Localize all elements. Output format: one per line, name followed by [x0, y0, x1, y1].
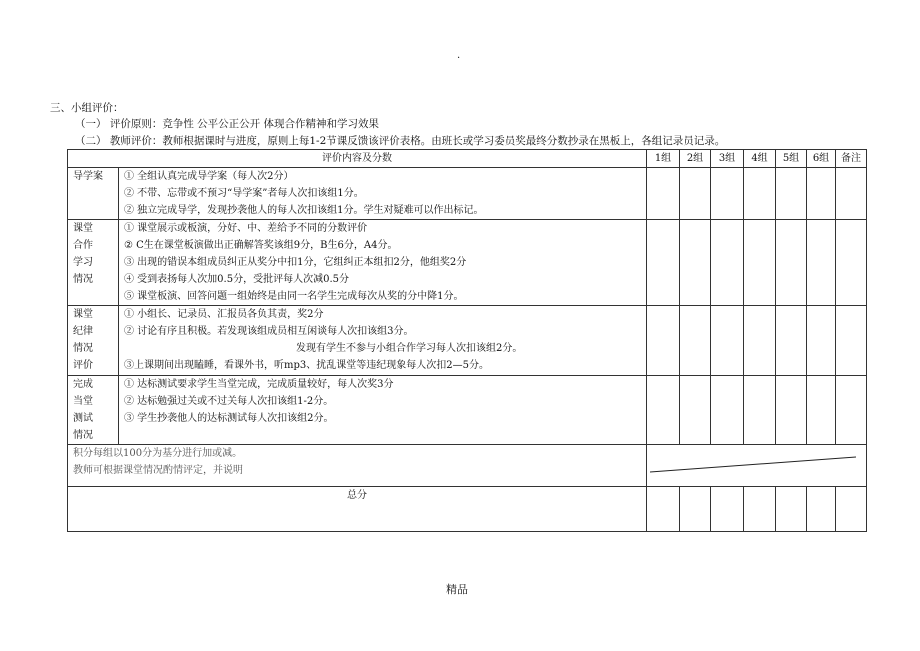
header-row [68, 150, 867, 168]
score-cell[interactable] [680, 168, 711, 220]
score-cell[interactable] [711, 168, 744, 220]
score-cell[interactable] [807, 220, 836, 306]
header-group-2: 2组 [680, 150, 711, 168]
section-title: 三、小组评价： [50, 102, 124, 114]
list-item: ② 不带、忘带或不预习“导学案”者每人次扣该组1分。 [124, 188, 364, 199]
header-group-4: 4组 [744, 150, 776, 168]
list-item: ③ 学生抄袭他人的达标测试每人次扣该组2分。 [124, 413, 334, 424]
row-test [68, 376, 867, 445]
total-cell[interactable] [647, 487, 680, 532]
row-discipline [68, 306, 867, 376]
score-cell[interactable] [776, 220, 807, 306]
list-item: ③ 出现的错误本组成员纠正从奖分中扣1分，它组纠正本组扣2分，他组奖2分 [124, 257, 467, 268]
total-cell[interactable] [836, 487, 867, 532]
score-cell[interactable] [744, 220, 776, 306]
list-item: ② C生在课堂板演做出正确解答奖该组9分，B生6分，A4分。 [124, 240, 398, 251]
score-cell[interactable] [711, 220, 744, 306]
list-item: ② 达标勉强过关或不过关每人次扣该组1-2分。 [124, 396, 334, 407]
score-cell[interactable] [744, 306, 776, 376]
header-content: 评价内容及分数 [68, 150, 647, 168]
row-total [68, 487, 867, 532]
list-item: ① 课堂展示或板演，分好、中、差给予不同的分数评价 [124, 223, 368, 234]
score-cell[interactable] [776, 376, 807, 445]
items-guide [119, 168, 647, 220]
list-item: ③上课期间出现瞌睡，看课外书，听mp3、扰乱课堂等违纪现象每人次扣2—5分。 [124, 360, 489, 371]
score-cell[interactable] [647, 220, 680, 306]
list-item: 发现有学生不参与小组合作学习每人次扣该组2分。 [296, 343, 523, 354]
footer-text: 精品 [446, 583, 468, 596]
remark-cell[interactable] [836, 376, 867, 445]
list-item: ② 讨论有序且积极。若发现该组成员相互闲谈每人次扣该组3分。 [124, 326, 414, 337]
score-cell[interactable] [807, 376, 836, 445]
score-cell[interactable] [680, 220, 711, 306]
total-cell[interactable] [776, 487, 807, 532]
score-cell[interactable] [744, 168, 776, 220]
category-cooperation: 课堂 合作 学习 情况 [68, 220, 119, 306]
total-label: 总分 [68, 487, 647, 532]
score-cell[interactable] [680, 306, 711, 376]
category-test: 完成 当堂 测试 情况 [68, 376, 119, 445]
row-guide [68, 168, 867, 220]
category-discipline: 课堂 纪律 情况 评价 [68, 306, 119, 376]
list-item: ① 达标测试要求学生当堂完成，完成质量较好，每人次奖3分 [124, 379, 394, 390]
score-note: 积分每组以100分为基分进行加或减。 教师可根据课堂情况酌情评定，并说明 [68, 445, 647, 487]
score-cell[interactable] [807, 306, 836, 376]
remark-cell[interactable] [836, 168, 867, 220]
score-cell[interactable] [711, 306, 744, 376]
items-test [119, 376, 647, 445]
score-cell[interactable] [776, 306, 807, 376]
score-cell[interactable] [647, 306, 680, 376]
header-group-5: 5组 [776, 150, 807, 168]
list-item: ② 独立完成导学，发现抄袭他人的每人次扣该组1分。学生对疑难可以作出标记。 [124, 205, 484, 216]
list-item: ④ 受到表扬每人次加0.5分，受批评每人次减0.5分 [124, 274, 349, 285]
score-cell[interactable] [776, 168, 807, 220]
score-cell[interactable] [711, 376, 744, 445]
score-cell[interactable] [680, 376, 711, 445]
total-cell[interactable] [680, 487, 711, 532]
score-cell[interactable] [744, 376, 776, 445]
row-cooperation [68, 220, 867, 306]
items-cooperation [119, 220, 647, 306]
teacher-eval-line: （二） 教师评价：教师根据课时与进度，原则上每1-2节课反馈该评价表格。由班长或学习委员奖最终分数抄录在黑板上，各组记录员记录。 [75, 135, 726, 147]
header-group-1: 1组 [647, 150, 680, 168]
principle-line: （一） 评价原则：竞争性 公平公正公开 体现合作精神和学习效果 [75, 118, 380, 130]
diagonal-line [650, 455, 856, 475]
items-discipline [119, 306, 647, 376]
total-cell[interactable] [807, 487, 836, 532]
category-guide: 导学案 [68, 168, 119, 220]
remark-cell[interactable] [836, 306, 867, 376]
header-group-6: 6组 [807, 150, 836, 168]
header-group-3: 3组 [711, 150, 744, 168]
list-item: ⑤ 课堂板演、回答问题一组始终是由同一名学生完成每次从奖的分中降1分。 [124, 291, 464, 302]
list-item: ① 全组认真完成导学案（每人次2分） [124, 171, 294, 182]
score-cell[interactable] [647, 376, 680, 445]
total-cell[interactable] [744, 487, 776, 532]
page-dot: . [457, 50, 461, 61]
remark-cell[interactable] [836, 220, 867, 306]
list-item: ① 小组长、记录员、汇报员各负其责，奖2分 [124, 309, 324, 320]
header-remark: 备注 [836, 150, 867, 168]
total-cell[interactable] [711, 487, 744, 532]
score-cell[interactable] [807, 168, 836, 220]
score-cell[interactable] [647, 168, 680, 220]
